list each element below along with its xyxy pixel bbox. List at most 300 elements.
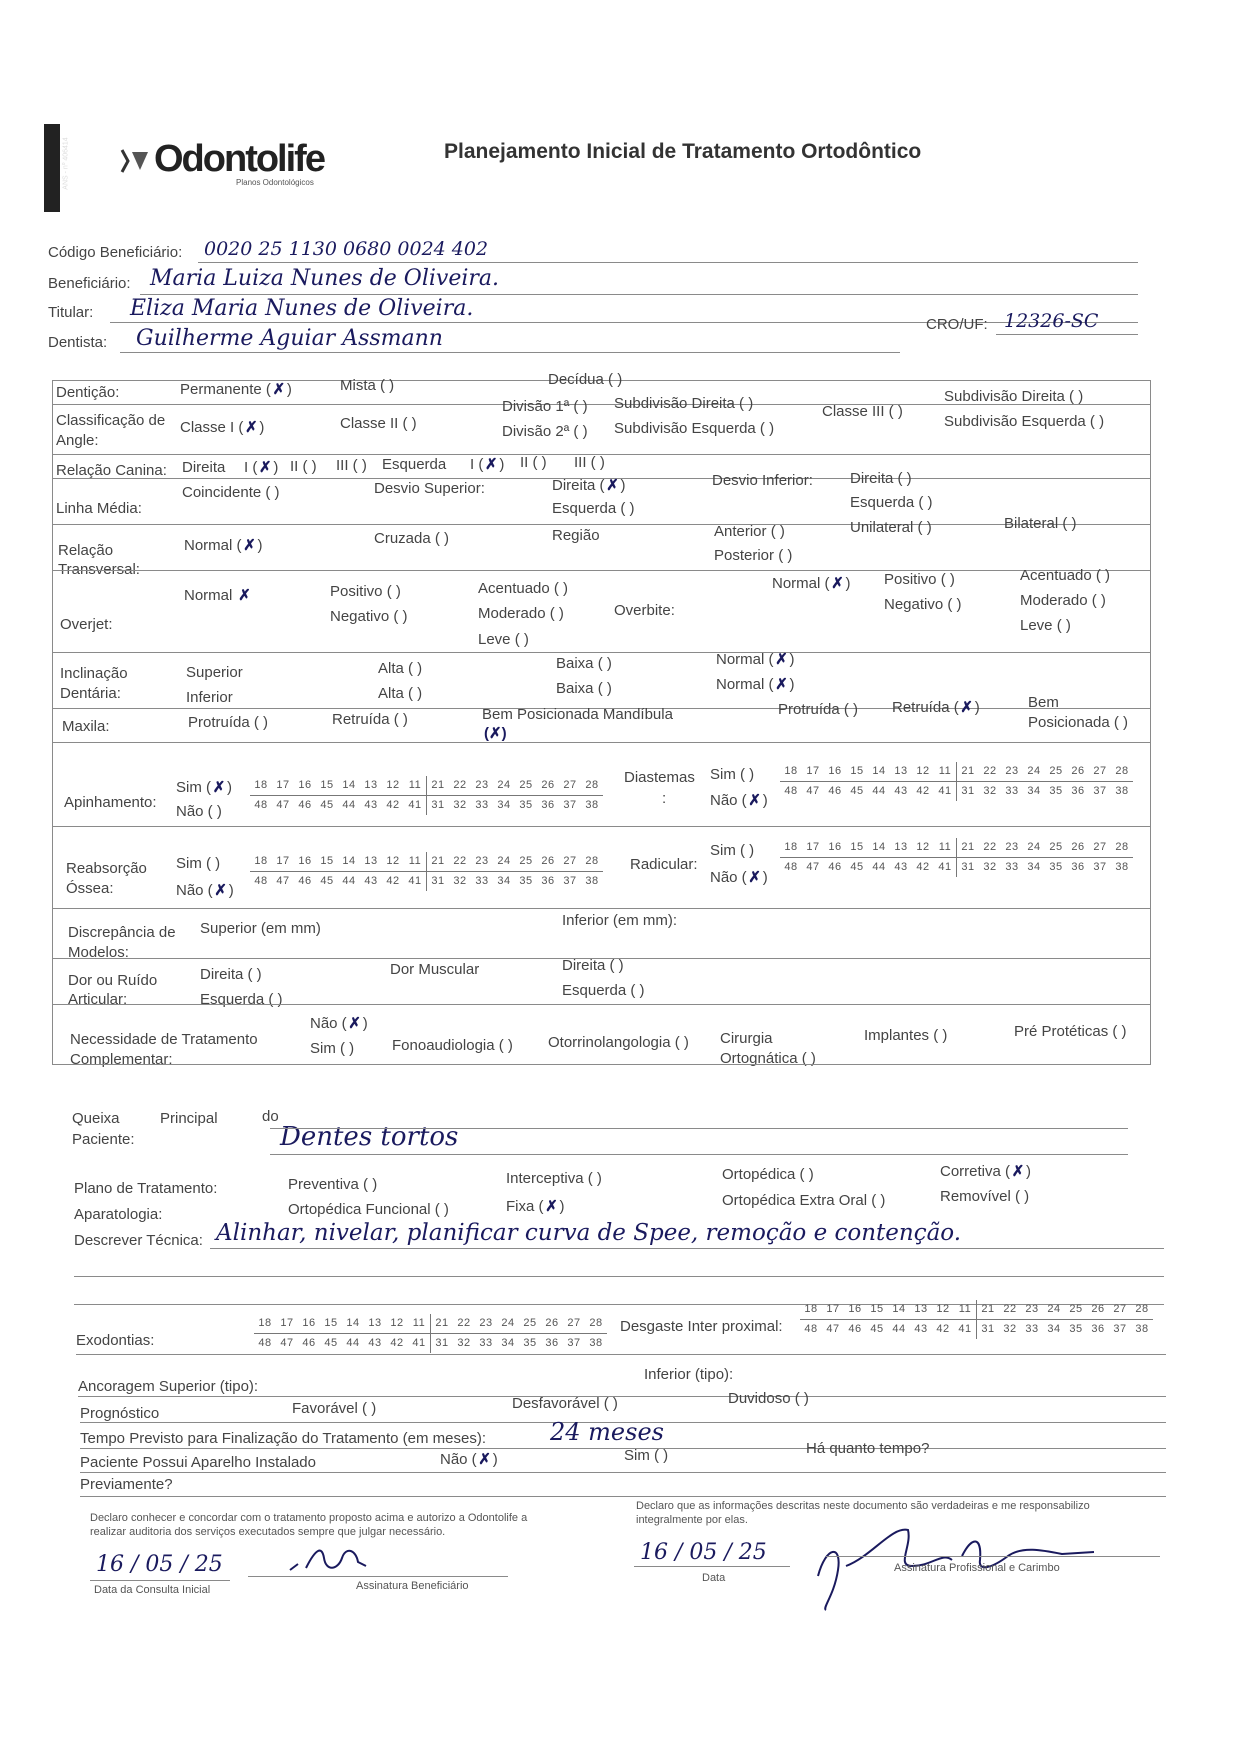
tooth-42[interactable]: 42 bbox=[390, 1337, 404, 1349]
tooth-27[interactable]: 27 bbox=[563, 855, 577, 867]
dor-muscular-direita[interactable]: Direita ( ) bbox=[562, 957, 624, 974]
tooth-17[interactable]: 17 bbox=[826, 1303, 840, 1315]
apinhamento-tooth-chart[interactable] bbox=[250, 776, 603, 815]
tooth-47[interactable]: 47 bbox=[806, 785, 820, 797]
tecnica-label: Descrever Técnica: bbox=[74, 1232, 203, 1249]
diastemas-nao[interactable]: Não ( ✗ ) bbox=[710, 792, 768, 809]
tooth-32[interactable]: 32 bbox=[983, 785, 997, 797]
plano-interceptiva[interactable]: Interceptiva ( ) bbox=[506, 1170, 602, 1187]
reabsorcao-sim[interactable]: Sim ( ) bbox=[176, 855, 221, 872]
prognostico-favoravel[interactable]: Favorável ( ) bbox=[292, 1400, 377, 1417]
angle-divisao1[interactable]: Divisão 1ª ( ) bbox=[502, 398, 588, 415]
tooth-27[interactable]: 27 bbox=[1093, 765, 1107, 777]
tooth-35[interactable]: 35 bbox=[1049, 861, 1063, 873]
canina-esquerda-i[interactable]: I ( ✗ ) bbox=[470, 456, 505, 473]
tooth-42[interactable]: 42 bbox=[386, 799, 400, 811]
codigo-value: 0020 25 1130 0680 0024 402 bbox=[204, 238, 489, 260]
denticao-permanente[interactable]: Permanente ( ✗ ) bbox=[180, 381, 292, 398]
tooth-24[interactable]: 24 bbox=[497, 855, 511, 867]
tooth-34[interactable]: 34 bbox=[497, 799, 511, 811]
check-mark-icon: ✗ bbox=[272, 381, 286, 398]
necessidade-sim[interactable]: Sim ( ) bbox=[310, 1040, 355, 1057]
tooth-12[interactable]: 12 bbox=[916, 841, 930, 853]
tooth-23[interactable]: 23 bbox=[1025, 1303, 1039, 1315]
tooth-47[interactable]: 47 bbox=[826, 1323, 840, 1335]
transversal-bilateral[interactable]: Bilateral ( ) bbox=[1004, 515, 1077, 532]
tooth-28[interactable]: 28 bbox=[1135, 1303, 1149, 1315]
mandibula-bem-posicionada[interactable]: Posicionada ( ) bbox=[1028, 714, 1129, 731]
tooth-35[interactable]: 35 bbox=[519, 875, 533, 887]
tooth-34[interactable]: 34 bbox=[501, 1337, 515, 1349]
linha-media-desvio-inferior: Desvio Inferior: bbox=[712, 472, 813, 489]
tooth-11[interactable]: 11 bbox=[958, 1303, 972, 1315]
tooth-12[interactable]: 12 bbox=[386, 855, 400, 867]
tooth-32[interactable]: 32 bbox=[453, 875, 467, 887]
transversal-normal[interactable]: Normal ( ✗ ) bbox=[184, 537, 263, 554]
tooth-16[interactable]: 16 bbox=[828, 765, 842, 777]
tooth-15[interactable]: 15 bbox=[870, 1303, 884, 1315]
overjet-leve[interactable]: Leve ( ) bbox=[478, 631, 529, 648]
inclinacao-baixa-sup[interactable]: Baixa ( ) bbox=[556, 655, 612, 672]
tooth-43[interactable]: 43 bbox=[368, 1337, 382, 1349]
tooth-33[interactable]: 33 bbox=[1005, 785, 1019, 797]
tooth-45[interactable]: 45 bbox=[324, 1337, 338, 1349]
inclinacao-normal-sup[interactable]: Normal ( ✗ ) bbox=[716, 651, 795, 668]
tooth-24[interactable]: 24 bbox=[1027, 765, 1041, 777]
inclinacao-alta-sup[interactable]: Alta ( ) bbox=[378, 660, 423, 677]
tooth-24[interactable]: 24 bbox=[501, 1317, 515, 1329]
tooth-31[interactable]: 31 bbox=[426, 872, 449, 891]
tooth-36[interactable]: 36 bbox=[545, 1337, 559, 1349]
tooth-43[interactable]: 43 bbox=[364, 875, 378, 887]
angle-classe1[interactable]: Classe I ( ✗ ) bbox=[180, 419, 265, 436]
tooth-18[interactable]: 18 bbox=[258, 1317, 272, 1329]
exodontias-tooth-chart[interactable] bbox=[254, 1314, 607, 1353]
tooth-23[interactable]: 23 bbox=[479, 1317, 493, 1329]
tooth-15[interactable]: 15 bbox=[324, 1317, 338, 1329]
tooth-43[interactable]: 43 bbox=[364, 799, 378, 811]
tooth-14[interactable]: 14 bbox=[342, 855, 356, 867]
tooth-46[interactable]: 46 bbox=[828, 785, 842, 797]
necessidade-implantes[interactable]: Implantes ( ) bbox=[864, 1027, 948, 1044]
tooth-44[interactable]: 44 bbox=[346, 1337, 360, 1349]
overbite-leve[interactable]: Leve ( ) bbox=[1020, 617, 1071, 634]
tooth-48[interactable]: 48 bbox=[804, 1323, 818, 1335]
tooth-22[interactable]: 22 bbox=[457, 1317, 471, 1329]
tooth-23[interactable]: 23 bbox=[475, 779, 489, 791]
angle-subdivisao-direita[interactable]: Subdivisão Direita ( ) bbox=[614, 395, 754, 412]
tooth-22[interactable]: 22 bbox=[453, 855, 467, 867]
linha-media-inf-direita[interactable]: Direita ( ) bbox=[850, 470, 912, 487]
tooth-35[interactable]: 35 bbox=[519, 799, 533, 811]
tooth-18[interactable]: 18 bbox=[254, 779, 268, 791]
tooth-11[interactable]: 11 bbox=[938, 765, 952, 777]
tooth-31[interactable]: 31 bbox=[956, 858, 979, 877]
tooth-38[interactable]: 38 bbox=[1135, 1323, 1149, 1335]
tooth-27[interactable]: 27 bbox=[1113, 1303, 1127, 1315]
tooth-22[interactable]: 22 bbox=[983, 765, 997, 777]
linha-media-sup-esquerda[interactable]: Esquerda ( ) bbox=[552, 500, 635, 517]
tooth-21[interactable]: 21 bbox=[976, 1300, 999, 1319]
tooth-48[interactable]: 48 bbox=[258, 1337, 272, 1349]
prognostico-duvidoso[interactable]: Duvidoso ( ) bbox=[728, 1390, 809, 1407]
transversal-cruzada[interactable]: Cruzada ( ) bbox=[374, 530, 450, 547]
aparelho-nao[interactable]: Não ( ✗ ) bbox=[440, 1451, 498, 1468]
overbite-positivo[interactable]: Positivo ( ) bbox=[884, 571, 955, 588]
declaracao-left-2: realizar auditoria dos serviços executados sempre que julgar necessário. bbox=[90, 1526, 446, 1538]
tooth-25[interactable]: 25 bbox=[1069, 1303, 1083, 1315]
tooth-45[interactable]: 45 bbox=[850, 861, 864, 873]
tooth-41[interactable]: 41 bbox=[938, 861, 952, 873]
tooth-12[interactable]: 12 bbox=[386, 779, 400, 791]
tooth-27[interactable]: 27 bbox=[1093, 841, 1107, 853]
tooth-22[interactable]: 22 bbox=[453, 779, 467, 791]
tooth-41[interactable]: 41 bbox=[958, 1323, 972, 1335]
tooth-35[interactable]: 35 bbox=[523, 1337, 537, 1349]
check-mark-icon: ✗ bbox=[243, 537, 256, 554]
tooth-46[interactable]: 46 bbox=[828, 861, 842, 873]
denticao-decidua[interactable]: Decídua ( ) bbox=[548, 371, 623, 388]
transversal-posterior[interactable]: Posterior ( ) bbox=[714, 547, 793, 564]
diastemas-sim[interactable]: Sim ( ) bbox=[710, 766, 755, 783]
reabsorcao-nao[interactable]: Não ( ✗ ) bbox=[176, 882, 234, 899]
overbite-moderado[interactable]: Moderado ( ) bbox=[1020, 592, 1106, 609]
tooth-48[interactable]: 48 bbox=[254, 875, 268, 887]
tooth-12[interactable]: 12 bbox=[390, 1317, 404, 1329]
tooth-16[interactable]: 16 bbox=[828, 841, 842, 853]
tooth-34[interactable]: 34 bbox=[1027, 861, 1041, 873]
tooth-27[interactable]: 27 bbox=[563, 779, 577, 791]
tooth-37[interactable]: 37 bbox=[567, 1337, 581, 1349]
tooth-26[interactable]: 26 bbox=[545, 1317, 559, 1329]
tooth-26[interactable]: 26 bbox=[1091, 1303, 1105, 1315]
dor-esquerda[interactable]: Esquerda ( ) bbox=[200, 991, 283, 1008]
dor-muscular-esquerda[interactable]: Esquerda ( ) bbox=[562, 982, 645, 999]
tooth-28[interactable]: 28 bbox=[585, 779, 599, 791]
tooth-46[interactable]: 46 bbox=[298, 875, 312, 887]
tooth-12[interactable]: 12 bbox=[916, 765, 930, 777]
tooth-35[interactable]: 35 bbox=[1049, 785, 1063, 797]
tooth-13[interactable]: 13 bbox=[894, 841, 908, 853]
tooth-15[interactable]: 15 bbox=[320, 779, 334, 791]
tooth-17[interactable]: 17 bbox=[276, 779, 290, 791]
tooth-25[interactable]: 25 bbox=[519, 855, 533, 867]
tooth-27[interactable]: 27 bbox=[567, 1317, 581, 1329]
tooth-31[interactable]: 31 bbox=[976, 1320, 999, 1339]
discrepancia-inferior[interactable]: Inferior (em mm): bbox=[562, 912, 678, 929]
necessidade-fonoaudiologia[interactable]: Fonoaudiologia ( ) bbox=[392, 1037, 513, 1054]
radicular-nao[interactable]: Não ( ✗ ) bbox=[710, 869, 768, 886]
tooth-21[interactable]: 21 bbox=[956, 838, 979, 857]
tooth-43[interactable]: 43 bbox=[894, 861, 908, 873]
angle-classe2[interactable]: Classe II ( ) bbox=[340, 415, 417, 432]
tooth-38[interactable]: 38 bbox=[589, 1337, 603, 1349]
tooth-32[interactable]: 32 bbox=[457, 1337, 471, 1349]
tooth-37[interactable]: 37 bbox=[1093, 785, 1107, 797]
queixa-label-2: Paciente: bbox=[72, 1131, 135, 1148]
tooth-48[interactable]: 48 bbox=[254, 799, 268, 811]
overbite-acentuado[interactable]: Acentuado ( ) bbox=[1020, 567, 1111, 584]
tooth-48[interactable]: 48 bbox=[784, 785, 798, 797]
necessidade-nao[interactable]: Não ( ✗ ) bbox=[310, 1015, 368, 1032]
tooth-38[interactable]: 38 bbox=[585, 875, 599, 887]
tooth-33[interactable]: 33 bbox=[1025, 1323, 1039, 1335]
tooth-33[interactable]: 33 bbox=[475, 799, 489, 811]
tooth-41[interactable]: 41 bbox=[412, 1337, 426, 1349]
tooth-14[interactable]: 14 bbox=[342, 779, 356, 791]
beneficiario-label: Beneficiário: bbox=[48, 275, 131, 292]
canina-esquerda-ii[interactable]: II ( ) bbox=[520, 454, 547, 471]
inclinacao-baixa-inf[interactable]: Baixa ( ) bbox=[556, 680, 612, 697]
linha-media-coincidente[interactable]: Coincidente ( ) bbox=[182, 484, 280, 501]
tooth-45[interactable]: 45 bbox=[870, 1323, 884, 1335]
tooth-17[interactable]: 17 bbox=[806, 765, 820, 777]
tooth-21[interactable]: 21 bbox=[426, 776, 449, 795]
tooth-45[interactable]: 45 bbox=[320, 875, 334, 887]
ancoragem-superior[interactable]: Ancoragem Superior (tipo): bbox=[78, 1378, 259, 1395]
tooth-47[interactable]: 47 bbox=[806, 861, 820, 873]
overbite-label: Overbite: bbox=[614, 602, 675, 619]
overjet-moderado[interactable]: Moderado ( ) bbox=[478, 605, 564, 622]
tooth-21[interactable]: 21 bbox=[956, 762, 979, 781]
tooth-21[interactable]: 21 bbox=[430, 1314, 453, 1333]
overjet-negativo[interactable]: Negativo ( ) bbox=[330, 608, 408, 625]
tooth-23[interactable]: 23 bbox=[1005, 841, 1019, 853]
tooth-28[interactable]: 28 bbox=[589, 1317, 603, 1329]
tooth-28[interactable]: 28 bbox=[1115, 765, 1129, 777]
transversal-anterior[interactable]: Anterior ( ) bbox=[714, 523, 785, 540]
tooth-13[interactable]: 13 bbox=[894, 765, 908, 777]
linha-media-inf-esquerda[interactable]: Esquerda ( ) bbox=[850, 494, 933, 511]
tooth-25[interactable]: 25 bbox=[1049, 765, 1063, 777]
tooth-17[interactable]: 17 bbox=[276, 855, 290, 867]
mandibula-protruida[interactable]: Protruída ( ) bbox=[778, 701, 859, 718]
tooth-14[interactable]: 14 bbox=[892, 1303, 906, 1315]
apinhamento-sim[interactable]: Sim ( ✗ ) bbox=[176, 779, 232, 796]
aparelho-sim[interactable]: Sim ( ) bbox=[624, 1447, 669, 1464]
plano-ortopedica[interactable]: Ortopédica ( ) bbox=[722, 1166, 814, 1183]
maxila-retruida[interactable]: Retruída ( ) bbox=[332, 711, 408, 728]
tooth-11[interactable]: 11 bbox=[412, 1317, 426, 1329]
overbite-normal[interactable]: Normal ( ✗ ) bbox=[772, 575, 851, 592]
tooth-42[interactable]: 42 bbox=[936, 1323, 950, 1335]
tooth-42[interactable]: 42 bbox=[916, 861, 930, 873]
radicular-tooth-chart[interactable] bbox=[780, 838, 1133, 877]
tooth-23[interactable]: 23 bbox=[1005, 765, 1019, 777]
tooth-16[interactable]: 16 bbox=[302, 1317, 316, 1329]
tooth-36[interactable]: 36 bbox=[541, 799, 555, 811]
tooth-22[interactable]: 22 bbox=[983, 841, 997, 853]
tooth-37[interactable]: 37 bbox=[1113, 1323, 1127, 1335]
tooth-42[interactable]: 42 bbox=[916, 785, 930, 797]
canina-esquerda-iii[interactable]: III ( ) bbox=[574, 454, 605, 471]
tooth-46[interactable]: 46 bbox=[848, 1323, 862, 1335]
aparatologia-funcional[interactable]: Ortopédica Funcional ( ) bbox=[288, 1201, 449, 1218]
inclinacao-normal-inf[interactable]: Normal ( ✗ ) bbox=[716, 676, 795, 693]
canina-direita-iii[interactable]: III ( ) bbox=[336, 457, 367, 474]
tooth-45[interactable]: 45 bbox=[850, 785, 864, 797]
transversal-unilateral[interactable]: Unilateral ( ) bbox=[850, 519, 932, 536]
tooth-13[interactable]: 13 bbox=[364, 779, 378, 791]
tooth-34[interactable]: 34 bbox=[1047, 1323, 1061, 1335]
tooth-18[interactable]: 18 bbox=[784, 841, 798, 853]
tooth-47[interactable]: 47 bbox=[276, 875, 290, 887]
aparatologia-removivel[interactable]: Removível ( ) bbox=[940, 1188, 1030, 1205]
tooth-44[interactable]: 44 bbox=[872, 861, 886, 873]
tooth-24[interactable]: 24 bbox=[497, 779, 511, 791]
diastemas-tooth-chart[interactable] bbox=[780, 762, 1133, 801]
tooth-43[interactable]: 43 bbox=[894, 785, 908, 797]
tooth-32[interactable]: 32 bbox=[1003, 1323, 1017, 1335]
inclinacao-alta-inf[interactable]: Alta ( ) bbox=[378, 685, 423, 702]
overbite-negativo[interactable]: Negativo ( ) bbox=[884, 596, 962, 613]
tooth-16[interactable]: 16 bbox=[848, 1303, 862, 1315]
tooth-14[interactable]: 14 bbox=[346, 1317, 360, 1329]
tooth-37[interactable]: 37 bbox=[563, 799, 577, 811]
tooth-33[interactable]: 33 bbox=[479, 1337, 493, 1349]
tooth-25[interactable]: 25 bbox=[523, 1317, 537, 1329]
tooth-34[interactable]: 34 bbox=[497, 875, 511, 887]
plano-preventiva[interactable]: Preventiva ( ) bbox=[288, 1176, 378, 1193]
tooth-46[interactable]: 46 bbox=[302, 1337, 316, 1349]
tooth-15[interactable]: 15 bbox=[850, 765, 864, 777]
tooth-11[interactable]: 11 bbox=[408, 855, 422, 867]
tooth-41[interactable]: 41 bbox=[408, 799, 422, 811]
tooth-44[interactable]: 44 bbox=[892, 1323, 906, 1335]
necessidade-proteticas[interactable]: Pré Protéticas ( ) bbox=[1014, 1023, 1127, 1040]
angle-subdivisao-esquerda[interactable]: Subdivisão Esquerda ( ) bbox=[614, 420, 775, 437]
tooth-18[interactable]: 18 bbox=[784, 765, 798, 777]
linha-media-sup-direita[interactable]: Direita ( ✗ ) bbox=[552, 477, 626, 494]
tooth-21[interactable]: 21 bbox=[426, 852, 449, 871]
tooth-37[interactable]: 37 bbox=[1093, 861, 1107, 873]
tooth-16[interactable]: 16 bbox=[298, 855, 312, 867]
tooth-36[interactable]: 36 bbox=[1071, 785, 1085, 797]
tooth-36[interactable]: 36 bbox=[541, 875, 555, 887]
tooth-14[interactable]: 14 bbox=[872, 765, 886, 777]
tooth-44[interactable]: 44 bbox=[872, 785, 886, 797]
tooth-26[interactable]: 26 bbox=[541, 779, 555, 791]
angle-subdivisao-direita-3[interactable]: Subdivisão Direita ( ) bbox=[944, 388, 1084, 405]
ancoragem-inferior[interactable]: Inferior (tipo): bbox=[644, 1366, 734, 1383]
tooth-28[interactable]: 28 bbox=[1115, 841, 1129, 853]
tooth-31[interactable]: 31 bbox=[956, 782, 979, 801]
maxila-protruida[interactable]: Protruída ( ) bbox=[188, 714, 269, 731]
tooth-38[interactable]: 38 bbox=[585, 799, 599, 811]
tooth-35[interactable]: 35 bbox=[1069, 1323, 1083, 1335]
tooth-38[interactable]: 38 bbox=[1115, 785, 1129, 797]
tooth-28[interactable]: 28 bbox=[585, 855, 599, 867]
tooth-23[interactable]: 23 bbox=[475, 855, 489, 867]
tooth-33[interactable]: 33 bbox=[1005, 861, 1019, 873]
tooth-17[interactable]: 17 bbox=[280, 1317, 294, 1329]
aparatologia-fixa[interactable]: Fixa ( ✗ ) bbox=[506, 1198, 565, 1215]
tooth-44[interactable]: 44 bbox=[342, 875, 356, 887]
discrepancia-superior[interactable]: Superior (em mm) bbox=[200, 920, 321, 937]
necessidade-ortognatica[interactable]: Ortognática ( ) bbox=[720, 1050, 816, 1067]
overjet-acentuado[interactable]: Acentuado ( ) bbox=[478, 580, 569, 597]
tooth-32[interactable]: 32 bbox=[983, 861, 997, 873]
mandibula-bem: Bem bbox=[1028, 694, 1059, 711]
angle-subdivisao-esquerda-3[interactable]: Subdivisão Esquerda ( ) bbox=[944, 413, 1105, 430]
tooth-13[interactable]: 13 bbox=[914, 1303, 928, 1315]
necessidade-otorrino[interactable]: Otorrinolangologia ( ) bbox=[548, 1034, 689, 1051]
tooth-17[interactable]: 17 bbox=[806, 841, 820, 853]
tooth-38[interactable]: 38 bbox=[1115, 861, 1129, 873]
canina-direita-ii[interactable]: II ( ) bbox=[290, 458, 317, 475]
tooth-32[interactable]: 32 bbox=[453, 799, 467, 811]
plano-corretiva[interactable]: Corretiva ( ✗ ) bbox=[940, 1163, 1032, 1180]
tooth-36[interactable]: 36 bbox=[1091, 1323, 1105, 1335]
tooth-18[interactable]: 18 bbox=[804, 1303, 818, 1315]
tooth-48[interactable]: 48 bbox=[784, 861, 798, 873]
tooth-11[interactable]: 11 bbox=[938, 841, 952, 853]
tooth-31[interactable]: 31 bbox=[430, 1334, 453, 1353]
tooth-31[interactable]: 31 bbox=[426, 796, 449, 815]
tooth-45[interactable]: 45 bbox=[320, 799, 334, 811]
overjet-positivo[interactable]: Positivo ( ) bbox=[330, 583, 401, 600]
tooth-26[interactable]: 26 bbox=[541, 855, 555, 867]
tooth-25[interactable]: 25 bbox=[519, 779, 533, 791]
tooth-34[interactable]: 34 bbox=[1027, 785, 1041, 797]
reabsorcao-tooth-chart[interactable] bbox=[250, 852, 603, 891]
apinhamento-nao[interactable]: Não ( ) bbox=[176, 803, 222, 820]
tooth-36[interactable]: 36 bbox=[1071, 861, 1085, 873]
tooth-47[interactable]: 47 bbox=[280, 1337, 294, 1349]
radicular-sim[interactable]: Sim ( ) bbox=[710, 842, 755, 859]
tooth-37[interactable]: 37 bbox=[563, 875, 577, 887]
angle-divisao2[interactable]: Divisão 2ª ( ) bbox=[502, 423, 588, 440]
tooth-13[interactable]: 13 bbox=[368, 1317, 382, 1329]
tooth-18[interactable]: 18 bbox=[254, 855, 268, 867]
denticao-label: Dentição: bbox=[56, 384, 120, 401]
maxila-bem-posicionada[interactable]: Bem Posicionada Mandíbula bbox=[482, 706, 673, 723]
tooth-15[interactable]: 15 bbox=[850, 841, 864, 853]
tooth-15[interactable]: 15 bbox=[320, 855, 334, 867]
mandibula-retruida[interactable]: Retruída ( ✗ ) bbox=[892, 699, 980, 716]
tooth-24[interactable]: 24 bbox=[1027, 841, 1041, 853]
tooth-46[interactable]: 46 bbox=[298, 799, 312, 811]
overjet-normal[interactable]: Normal ✗ bbox=[184, 587, 251, 604]
desgaste-tooth-chart[interactable] bbox=[800, 1300, 1153, 1339]
dor-direita[interactable]: Direita ( ) bbox=[200, 966, 262, 983]
tooth-26[interactable]: 26 bbox=[1071, 841, 1085, 853]
tooth-26[interactable]: 26 bbox=[1071, 765, 1085, 777]
tooth-25[interactable]: 25 bbox=[1049, 841, 1063, 853]
tooth-44[interactable]: 44 bbox=[342, 799, 356, 811]
aparatologia-extra-oral[interactable]: Ortopédica Extra Oral ( ) bbox=[722, 1192, 886, 1209]
tooth-41[interactable]: 41 bbox=[408, 875, 422, 887]
aparelho-ha-quanto[interactable]: Há quanto tempo? bbox=[806, 1440, 930, 1457]
check-mark-icon: ✗ bbox=[348, 1015, 361, 1032]
tooth-13[interactable]: 13 bbox=[364, 855, 378, 867]
angle-classe3[interactable]: Classe III ( ) bbox=[822, 403, 903, 420]
canina-direita-i[interactable]: I ( ✗ ) bbox=[244, 459, 279, 476]
tooth-42[interactable]: 42 bbox=[386, 875, 400, 887]
tooth-12[interactable]: 12 bbox=[936, 1303, 950, 1315]
tooth-11[interactable]: 11 bbox=[408, 779, 422, 791]
tooth-43[interactable]: 43 bbox=[914, 1323, 928, 1335]
tooth-14[interactable]: 14 bbox=[872, 841, 886, 853]
tooth-16[interactable]: 16 bbox=[298, 779, 312, 791]
prognostico-desfavoravel[interactable]: Desfavorável ( ) bbox=[512, 1395, 618, 1412]
tooth-47[interactable]: 47 bbox=[276, 799, 290, 811]
tooth-41[interactable]: 41 bbox=[938, 785, 952, 797]
denticao-mista[interactable]: Mista ( ) bbox=[340, 377, 395, 394]
tooth-33[interactable]: 33 bbox=[475, 875, 489, 887]
tooth-24[interactable]: 24 bbox=[1047, 1303, 1061, 1315]
tooth-22[interactable]: 22 bbox=[1003, 1303, 1017, 1315]
